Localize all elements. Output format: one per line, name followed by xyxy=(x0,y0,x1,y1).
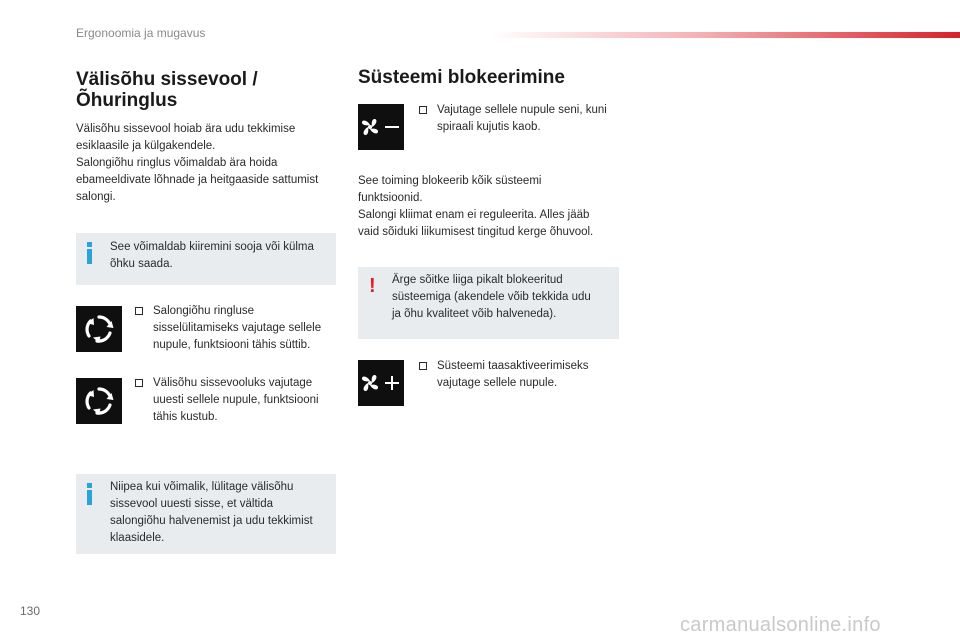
section-header: Ergonoomia ja mugavus xyxy=(76,26,206,40)
step-line: sisselülitamiseks vajutage sellele xyxy=(153,322,322,334)
recirculation-icon xyxy=(82,384,116,418)
page-number: 130 xyxy=(20,604,41,618)
left-step-2 xyxy=(135,375,319,426)
info-box-line: See võimaldab kiiremini sooja või külma xyxy=(110,241,314,253)
left-intro-text xyxy=(76,121,318,206)
intro-line: Välisõhu sissevool hoiab ära udu tekkimise xyxy=(76,123,296,135)
header-accent-bar xyxy=(490,32,960,38)
body-line: funktsioonid. xyxy=(358,192,423,204)
right-step-1 xyxy=(419,102,607,136)
info-box-line: sissevool uuesti sisse, et vältida xyxy=(110,498,273,510)
step-line: Vajutage sellele nupule seni, kuni xyxy=(437,104,607,116)
fan-minus-icon xyxy=(360,116,402,138)
fan-minus-button-image xyxy=(358,104,404,150)
recirculation-button-image xyxy=(76,306,122,352)
watermark: carmanualsonline.info xyxy=(680,614,881,636)
step-line: Süsteemi taasaktiveerimiseks xyxy=(437,360,589,372)
outside-air-button-image xyxy=(76,378,122,424)
warning-line: Ärge sõitke liiga pikalt blokeeritud xyxy=(392,274,563,286)
step-line: uuesti sellele nupule, funktsiooni xyxy=(153,394,319,406)
checkbox-bullet-icon xyxy=(135,307,143,315)
right-title: Süsteemi blokeerimine xyxy=(358,67,565,88)
info-box-line: Niipea kui võimalik, lülitage välisõhu xyxy=(110,481,294,493)
step-line: spiraali kujutis kaob. xyxy=(437,121,541,133)
fan-plus-button-image xyxy=(358,360,404,406)
left-title xyxy=(76,69,258,111)
right-step-2 xyxy=(419,358,588,392)
fan-plus-icon xyxy=(360,372,402,394)
info-icon xyxy=(86,242,93,264)
intro-line: esiklaasile ja külgakendele. xyxy=(76,140,216,152)
intro-line: ebameeldivate lõhnade ja heitgaaside sattumist xyxy=(76,174,319,186)
body-line: vaid sõiduki liikumisest tingitud kerge õhuvool. xyxy=(358,226,594,238)
step-line: nupule, funktsiooni tähis süttib. xyxy=(153,339,311,351)
info-box-line: klaasidele. xyxy=(110,532,165,544)
info-box-faster-temperature xyxy=(76,233,336,285)
info-box-line: õhku saada. xyxy=(110,258,173,270)
checkbox-bullet-icon xyxy=(419,106,427,114)
intro-line: Salongiõhu ringlus võimaldab ära hoida xyxy=(76,157,278,169)
checkbox-bullet-icon xyxy=(419,362,427,370)
body-line: Salongi kliimat enam ei reguleerita. Alles jääb xyxy=(358,209,590,221)
info-box-restore-air-intake xyxy=(76,474,336,554)
info-icon xyxy=(86,483,93,505)
step-line: tähis kustub. xyxy=(153,411,218,423)
warning-line: süsteemiga (akendele võib tekkida udu xyxy=(392,291,591,303)
left-step-1 xyxy=(135,303,321,354)
warning-box xyxy=(358,267,619,339)
left-title-line1: Välisõhu sissevool / xyxy=(76,69,258,90)
recirculation-icon xyxy=(82,312,116,346)
checkbox-bullet-icon xyxy=(135,379,143,387)
warning-line: ja õhu kvaliteet võib halveneda). xyxy=(392,308,557,320)
left-title-line2: Õhuringlus xyxy=(76,90,178,111)
info-box-line: salongiõhu halvenemist ja udu tekkimist xyxy=(110,515,313,527)
step-line: vajutage sellele nupule. xyxy=(437,377,558,389)
step-line: Salongiõhu ringluse xyxy=(153,305,255,317)
right-body-text xyxy=(358,173,593,241)
warning-icon: ! xyxy=(369,275,376,297)
body-line: See toiming blokeerib kõik süsteemi xyxy=(358,175,542,187)
intro-line: salongi. xyxy=(76,191,116,203)
step-line: Välisõhu sissevooluks vajutage xyxy=(153,377,313,389)
